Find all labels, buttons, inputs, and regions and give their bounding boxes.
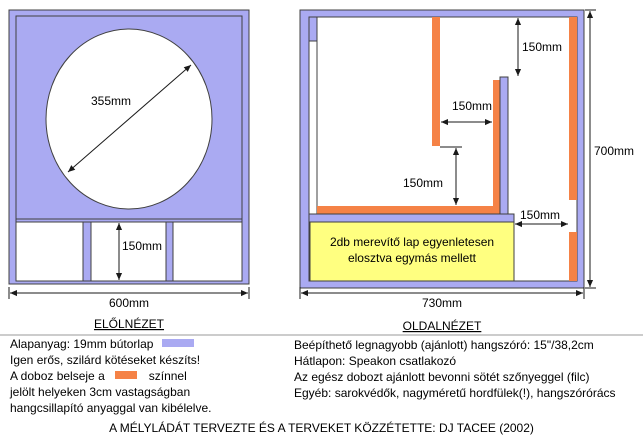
joints-note: Igen erős, szilárd kötéseket készíts! [10, 353, 201, 367]
damping-strip-rear-lower [569, 232, 577, 281]
stiffener-note-line-1: 2db merevítő lap egyenletesen [329, 235, 495, 249]
notes-left-column [10, 336, 290, 416]
baffle-section-cutout [309, 41, 317, 214]
top-gap-label: 150mm [522, 40, 563, 54]
side-view [300, 10, 634, 333]
lining-note-suffix: színnel [148, 369, 187, 383]
lower-gap-label: 150mm [403, 176, 444, 190]
baffle-section-top [309, 17, 317, 41]
speaker-diameter-label: 355mm [91, 94, 132, 108]
lining-note-line-2: jelölt helyeken 3cm vastagságban [10, 385, 191, 399]
lining-note-prefix: A doboz belseje a [10, 369, 105, 383]
channel-width-label: 150mm [452, 99, 493, 113]
depth-label: 730mm [421, 296, 463, 310]
accessories-note: Egyéb: sarokvédők, nagyméretű hordfülek(!), hangszórórács [294, 386, 616, 400]
port-opening-right [173, 222, 242, 281]
material-note [10, 336, 290, 352]
damping-strip-divider [493, 80, 500, 206]
stiffener-note-line-2: elosztva egymás mellett [347, 251, 477, 265]
front-view [9, 10, 249, 331]
damping-strip-upper [432, 17, 440, 146]
port-divider-right [166, 222, 173, 281]
height-label: 700mm [594, 144, 635, 158]
lining-note-line-3: hangcsillapító anyaggal van kibélelve. [10, 401, 212, 415]
damping-strip-shelf [317, 206, 500, 214]
port-height-label: 150mm [122, 239, 163, 253]
credit-line: A MÉLYLÁDÁT TERVEZTE ÉS A TERVEKET KÖZZÉTETTE: DJ TACEE (2002) [109, 421, 534, 435]
back-panel-note: Hátlapon: Speakon csatlakozó [294, 354, 457, 368]
panel-color-swatch [162, 339, 194, 347]
front-width-label: 600mm [108, 296, 150, 310]
side-view-title: OLDALNÉZET [402, 319, 482, 333]
speaker-note: Beépíthető legnagyobb (ajánlott) hangszóró: 15"/38,2cm [294, 338, 594, 352]
lining-note-line [10, 368, 290, 384]
internal-shelf-panel [309, 214, 514, 222]
damping-strip-rear-upper [569, 17, 577, 200]
port-opening-left [16, 222, 83, 281]
notes-right-column [294, 337, 643, 401]
internal-divider-panel [500, 77, 508, 214]
port-divider-left [83, 222, 91, 281]
covering-note: Az egész dobozt ajánlott bevonni sötét szőnyeggel (filc) [294, 370, 590, 384]
material-note-text: Alapanyag: 19mm bútorlap [10, 337, 154, 351]
damping-color-swatch [115, 371, 137, 379]
front-view-title: ELŐLNÉZET [93, 317, 165, 331]
rear-gap-label: 150mm [520, 208, 561, 222]
